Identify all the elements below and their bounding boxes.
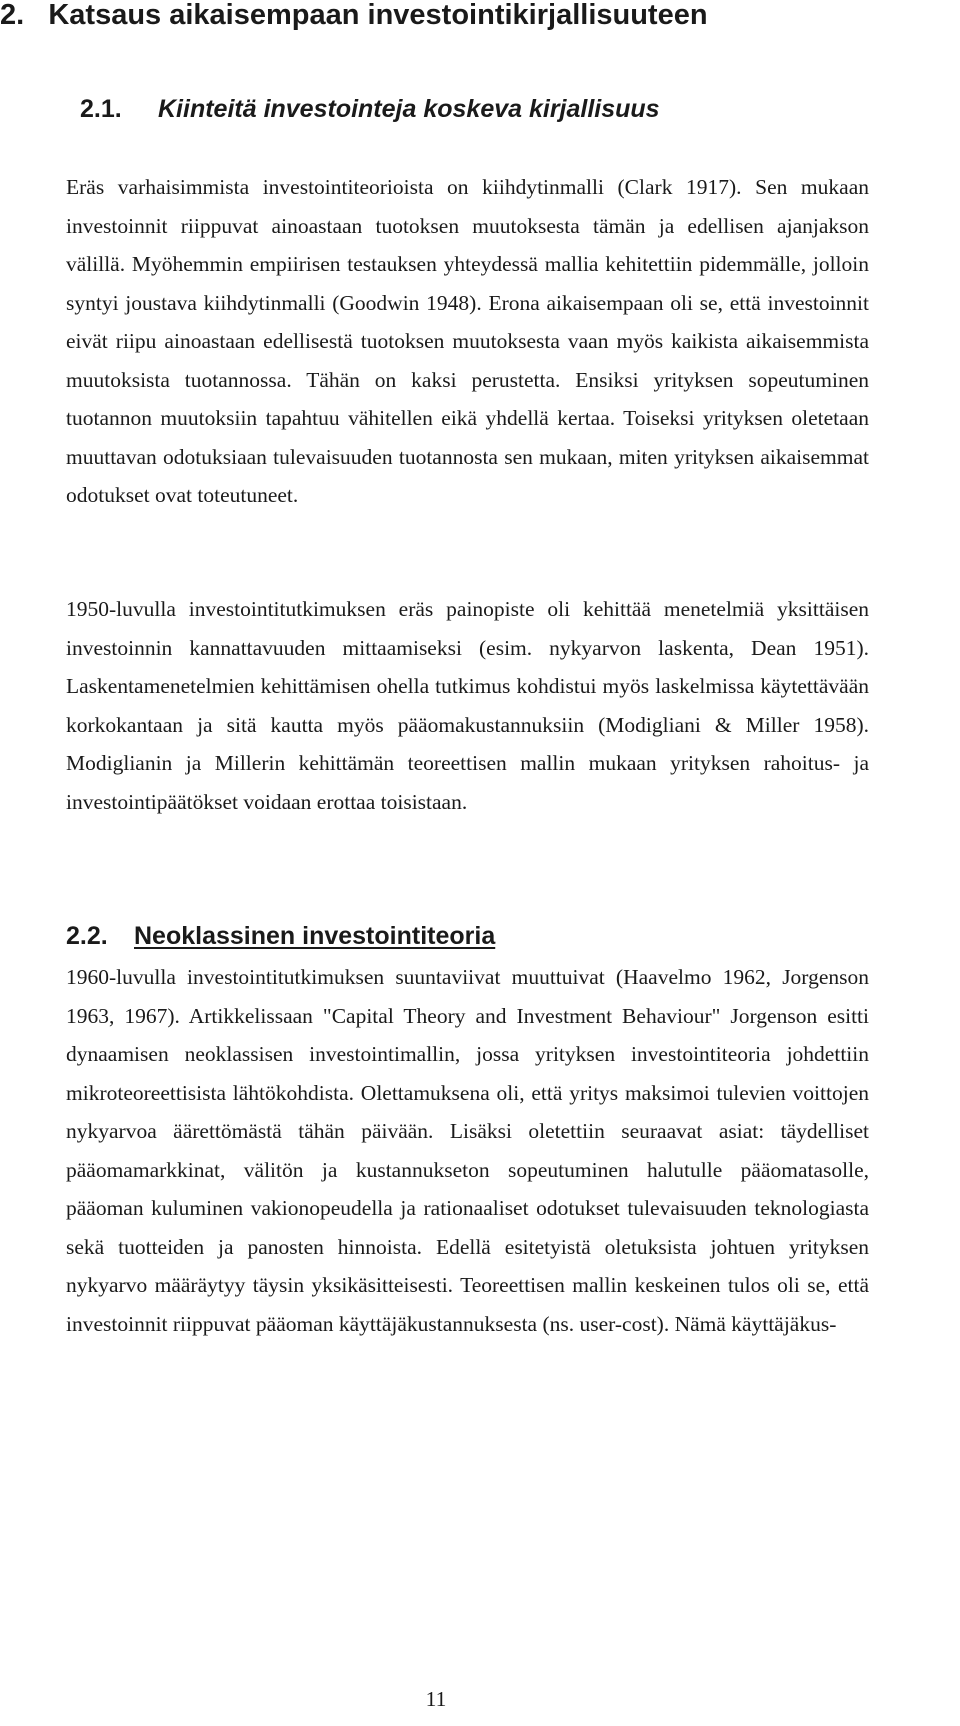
subsection-heading-2-1	[80, 94, 660, 124]
subsection-number: 2.2.	[66, 922, 108, 950]
paragraph-accelerator-model: Eräs varhaisimmista investointiteorioista on kiihdytinmalli (Clark 1917). Sen mukaan investoinnit riippuvat ainoastaan tuotoksen muutoksesta tämän ja edellisen ajanjakson välillä. Myöhemmin empiirisen testauksen yhteydessä mallia kehitettiin pidemmälle, jolloin syntyi joustava kiihdytinmalli (Goodwin 1948). Erona aikaisempaan oli se, että investoinnit eivät riipu ainoastaan edellisestä tuotoksen muutoksesta vaan myös kaikista aikaisemmista muutoksista tuotannossa. Tähän on kaksi perustetta. Ensiksi yrityksen sopeutuminen tuotannon muutoksiin tapahtuu vähitellen eikä yhdellä kertaa. Toiseksi yrityksen oletetaan muuttavan odotuksiaan tulevaisuuden tuotannosta sen mukaan, miten yrityksen aikaisemmat odotukset ovat toteutuneet.	[66, 175, 869, 507]
subsection-number: 2.1.	[80, 95, 122, 123]
section-title: Katsaus aikaisempaan investointikirjallisuuteen	[48, 0, 708, 31]
section-heading	[0, 0, 708, 30]
subsection-title: Kiinteitä investointeja koskeva kirjallisuus	[158, 95, 660, 123]
paragraph-investment-appraisal: 1950-luvulla investointitutkimuksen eräs painopiste oli kehittää menetelmiä yksittäisen investoinnin kannattavuuden mittaamiseksi (esim. nykyarvon laskenta, Dean 1951). Laskentamenetelmien kehittämisen ohella tutkimus kohdistui myös laskelmissa käytettävään korkokantaan ja sitä kautta myös pääomakustannuksiin (Modigliani & Miller 1958). Modiglianin ja Millerin kehittämän teoreettisen mallin mukaan yrityksen rahoitus- ja investointipäätökset voidaan erottaa toisistaan.	[66, 597, 869, 814]
subsection-title: Neoklassinen investointiteoria	[134, 922, 496, 950]
subsection-heading-2-2	[66, 921, 495, 951]
page-number: 11	[425, 1687, 447, 1711]
section-number: 2.	[0, 0, 25, 31]
paragraph-neoclassical-theory: 1960-luvulla investointitutkimuksen suuntaviivat muuttuivat (Haavelmo 1962, Jorgenson 1963, 1967). Artikkelissaan "Capital Theory and Investment Behaviour" Jorgenson esitti dynaamisen neoklassisen investointimallin, jossa yrityksen investointiteoria johdettiin mikroteoreettisista lähtökohdista. Olettamuksena oli, että yritys maksimoi tulevien voittojen nykyarvoa äärettömästä tähän päivään. Lisäksi oletettiin seuraavat asiat: täydelliset pääomamarkkinat, välitön ja kustannukseton sopeutuminen halutulle pääomatasolle, pääoman kuluminen vakionopeudella ja rationaaliset odotukset tulevaisuuden teknologiasta sekä tuotteiden ja panosten hinnoista. Edellä esitetyistä oletuksista johtuen yrityksen nykyarvo määräytyy täysin yksikäsitteisesti. Teoreettisen mallin keskeinen tulos oli se, että investoinnit riippuvat pääoman käyttäjäkustannuksesta (ns. user-cost). Nämä käyttäjäkus-	[66, 965, 869, 1336]
